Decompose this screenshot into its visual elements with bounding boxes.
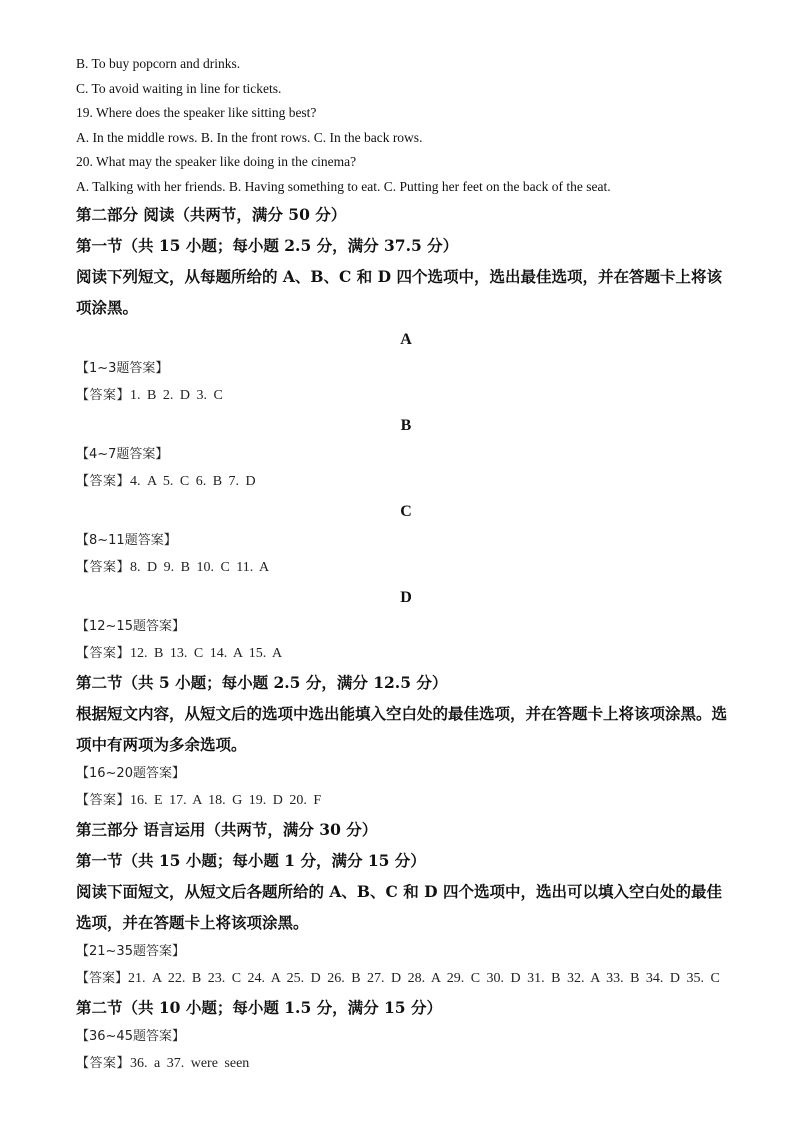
answer-key-page xyxy=(76,52,736,1077)
part3-section2-answers xyxy=(76,1050,736,1077)
part2-section2-answers xyxy=(76,787,736,814)
answer-values: 1. B 2. D 3. C xyxy=(130,388,223,403)
answer-tag: 【答案】 xyxy=(76,971,129,986)
q18-option-c: C. To avoid waiting in line for tickets. xyxy=(76,80,282,96)
passage-a-range: 【1~3题答案】 xyxy=(76,361,169,376)
answer-values: 8. D 9. B 10. C 11. A xyxy=(130,560,270,575)
answer-tag: 【答案】 xyxy=(76,560,131,575)
part2-section2-title: 第二节（共 5 小题；每小题 2.5 分，满分 12.5 分） xyxy=(76,673,448,692)
part2-section2-instruction: 根据短文内容，从短文后的选项中选出能填入空白处的最佳选项，并在答题卡上将该项涂黑。选项中有两项为多余选项。 xyxy=(76,704,728,754)
answer-tag: 【答案】 xyxy=(76,388,131,403)
answer-values: 12. B 13. C 14. A 15. A xyxy=(130,646,283,661)
part3-section2-range: 【36~45题答案】 xyxy=(76,1029,185,1044)
answer-values: 4. A 5. C 6. B 7. D xyxy=(130,474,256,489)
part3-section1-title: 第一节（共 15 小题；每小题 1 分，满分 15 分） xyxy=(76,851,426,870)
passage-a-answers xyxy=(76,382,736,409)
answer-values: 16. E 17. A 18. G 19. D 20. F xyxy=(130,793,322,808)
answer-values: 36. a 37. were seen xyxy=(130,1056,250,1071)
passage-d-heading: D xyxy=(400,589,412,606)
q20-question: 20. What may the speaker like doing in the cinema? xyxy=(76,154,357,169)
passage-b-answers xyxy=(76,468,736,495)
part2-title: 第二部分 阅读（共两节，满分 50 分） xyxy=(76,205,347,224)
part3-section1-instruction: 阅读下面短文，从短文后各题所给的 A、B、C 和 D 四个选项中，选出可以填入空白处的最佳选项，并在答题卡上将该项涂黑。 xyxy=(76,882,722,932)
answer-values: 21. A 22. B 23. C 24. A 25. D 26. B 27. D 28. A 29. C 30. D 31. B 32. A 33. B 34. D 35. C xyxy=(128,971,720,986)
q20-options: A. Talking with her friends. B. Having something to eat. C. Putting her feet on the back of the seat. xyxy=(76,178,611,194)
part2-section2-range: 【16~20题答案】 xyxy=(76,766,185,781)
passage-c-heading: C xyxy=(400,503,412,520)
part2-section1-instruction: 阅读下列短文，从每题所给的 A、B、C 和 D 四个选项中，选出最佳选项，并在答题卡上将该项涂黑。 xyxy=(76,267,722,317)
q19-question: 19. Where does the speaker like sitting best? xyxy=(76,105,317,120)
part2-section1-title: 第一节（共 15 小题；每小题 2.5 分，满分 37.5 分） xyxy=(76,236,459,255)
part3-title: 第三部分 语言运用（共两节，满分 30 分） xyxy=(76,820,378,839)
passage-d-answers xyxy=(76,640,736,667)
answer-tag: 【答案】 xyxy=(76,1056,131,1071)
q18-option-b: B. To buy popcorn and drinks. xyxy=(76,56,241,71)
passage-d-range: 【12~15题答案】 xyxy=(76,619,185,634)
answer-tag: 【答案】 xyxy=(76,646,131,661)
passage-a-heading: A xyxy=(400,331,412,348)
part3-section1-answers xyxy=(76,965,736,992)
part3-section2-title: 第二节（共 10 小题；每小题 1.5 分，满分 15 分） xyxy=(76,998,442,1017)
answer-tag: 【答案】 xyxy=(76,793,131,808)
passage-b-range: 【4~7题答案】 xyxy=(76,447,169,462)
answer-tag: 【答案】 xyxy=(76,474,131,489)
passage-b-heading: B xyxy=(400,417,412,434)
part3-section1-range: 【21~35题答案】 xyxy=(76,944,185,959)
q19-options: A. In the middle rows. B. In the front rows. C. In the back rows. xyxy=(76,129,423,145)
passage-c-range: 【8~11题答案】 xyxy=(76,533,177,548)
passage-c-answers xyxy=(76,554,736,581)
